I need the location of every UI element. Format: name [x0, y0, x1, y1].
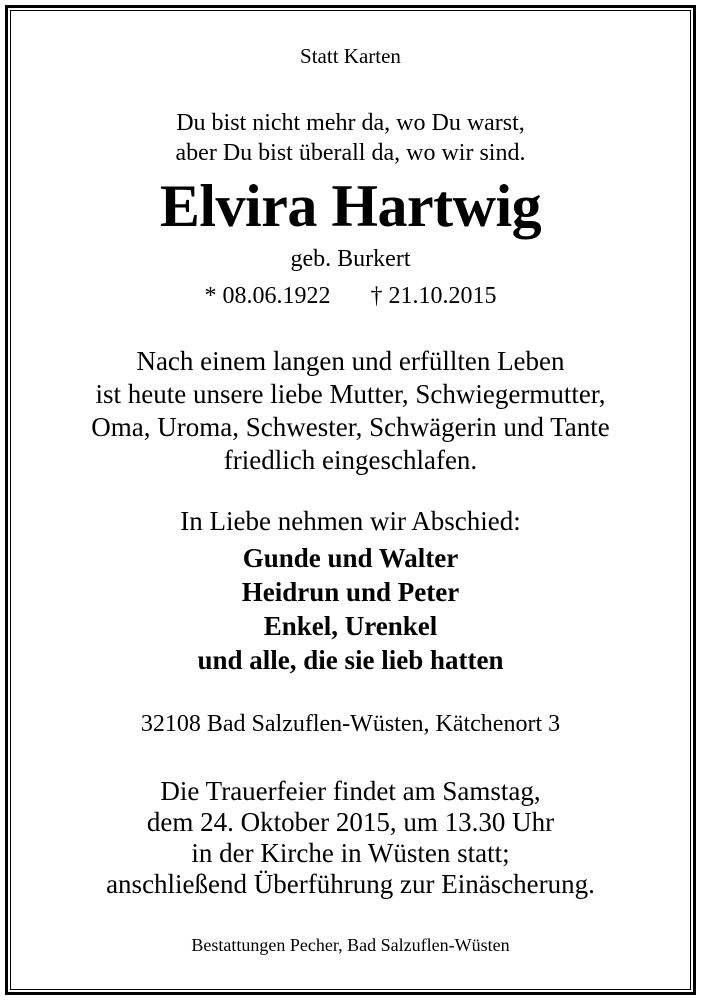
service-line-1: Die Trauerfeier findet am Samstag, [160, 776, 541, 806]
family-address: 32108 Bad Salzuflen-Wüsten, Kätchenort 3 [140, 711, 561, 737]
announcement-line-3: Oma, Uroma, Schwester, Schwägerin und Tante [91, 412, 610, 442]
birth-date: * 08.06.1922 [204, 283, 331, 309]
announcement-line-2: ist heute unsere liebe Mutter, Schwiegermutter, [95, 379, 606, 409]
announcement-line-1: Nach einem langen und erfüllten Leben [136, 346, 565, 376]
mourner-name: Gunde und Walter [242, 543, 459, 573]
service-line-2: dem 24. Oktober 2015, um 13.30 Uhr [146, 807, 555, 837]
service-line-3: in der Kirche in Wüsten statt; [191, 838, 510, 868]
verse-line-2: aber Du bist überall da, wo wir sind. [175, 140, 526, 166]
statt-karten: Statt Karten [300, 44, 401, 68]
service-line-4: anschließend Überführung zur Einäscherung. [106, 869, 595, 899]
announcement-line-4: friedlich eingeschlafen. [223, 445, 478, 475]
mourner-name: Enkel, Urenkel [263, 611, 438, 641]
life-dates [0, 283, 701, 310]
death-date: † 21.10.2015 [370, 283, 497, 309]
mourner-name: Heidrun und Peter [241, 577, 460, 607]
undertaker: Bestattungen Pecher, Bad Salzuflen-Wüsten [191, 935, 510, 955]
birth-name: geb. Burkert [290, 246, 411, 272]
mourner-name: und alle, die sie lieb hatten [197, 645, 504, 675]
verse-line-1: Du bist nicht mehr da, wo Du warst, [176, 110, 525, 136]
mourners-title: In Liebe nehmen wir Abschied: [180, 506, 521, 536]
deceased-name: Elvira Hartwig [159, 173, 542, 239]
